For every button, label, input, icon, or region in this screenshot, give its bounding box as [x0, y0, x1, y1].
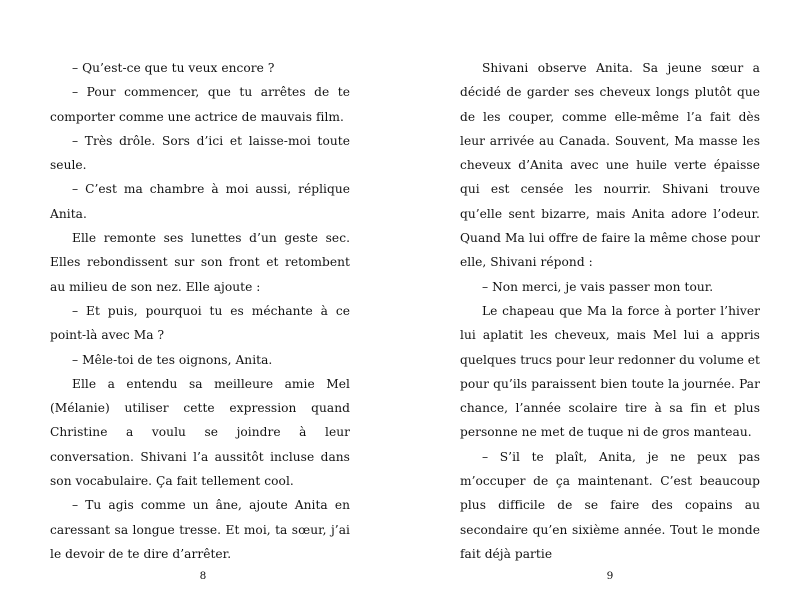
right-paragraph: – S’il te plaît, Anita, je ne peux pas m’occuper de ça maintenant. C’est beaucoup plus difficile de se faire des copains au secondaire qu’en sixième année. Tout le monde fait déjà partie — [460, 449, 760, 561]
left-page — [50, 56, 350, 566]
right-paragraph: – Non merci, je vais passer mon tour. — [482, 279, 714, 294]
left-paragraph: – C’est ma chambre à moi aussi, réplique Anita. — [50, 182, 350, 221]
left-paragraph: – Tu agis comme un âne, ajoute Anita en caressant sa longue tresse. Et moi, ta sœur, j’ai le devoir de te dire d’arrêter. — [50, 498, 350, 561]
left-page-number: 8 — [199, 570, 207, 582]
right-paragraph: Le chapeau que Ma la force à porter l’hiver lui aplatit les cheveux, mais Mel lui a appris quelques trucs pour leur redonner du volume et pour qu’ils paraissent bien toute la journée. Par chance, l’année scolaire tire à sa fin et plus personne ne met de tuque ni de gros manteau. — [460, 303, 760, 440]
right-page-number: 9 — [606, 570, 614, 582]
left-paragraph: Elle a entendu sa meilleure amie Mel (Mélanie) utiliser cette expression quand Christine a voulu se joindre à leur conversation. Shivani l’a aussitôt incluse dans son vocabulaire. Ça fait tellement cool. — [50, 376, 350, 489]
left-paragraph: – Qu’est-ce que tu veux encore ? — [72, 61, 275, 75]
right-page — [460, 56, 760, 566]
left-paragraph: – Mêle-toi de tes oignons, Anita. — [72, 352, 273, 367]
left-paragraph: Elle remonte ses lunettes d’un geste sec. Elles rebondissent sur son front et retombent au milieu de son nez. Elle ajoute : — [50, 231, 350, 294]
right-paragraph: Shivani observe Anita. Sa jeune sœur a décidé de garder ses cheveux longs plutôt que de les couper, comme elle-même l’a fait dès leur arrivée au Canada. Souvent, Ma masse les cheveux d’Anita avec une huile verte épaisse qui est censée les nourrir. Shivani trouve qu’elle sent bizarre, mais Anita adore l’odeur. Quand Ma lui offre de faire la même chose pour elle, Shivani répond : — [460, 61, 760, 270]
left-paragraph: – Et puis, pourquoi tu es méchante à ce point-là avec Ma ? — [50, 303, 350, 343]
left-paragraph: – Pour commencer, que tu arrêtes de te comporter comme une actrice de mauvais film. — [50, 85, 350, 124]
left-paragraph: – Très drôle. Sors d’ici et laisse-moi toute seule. — [50, 133, 350, 173]
